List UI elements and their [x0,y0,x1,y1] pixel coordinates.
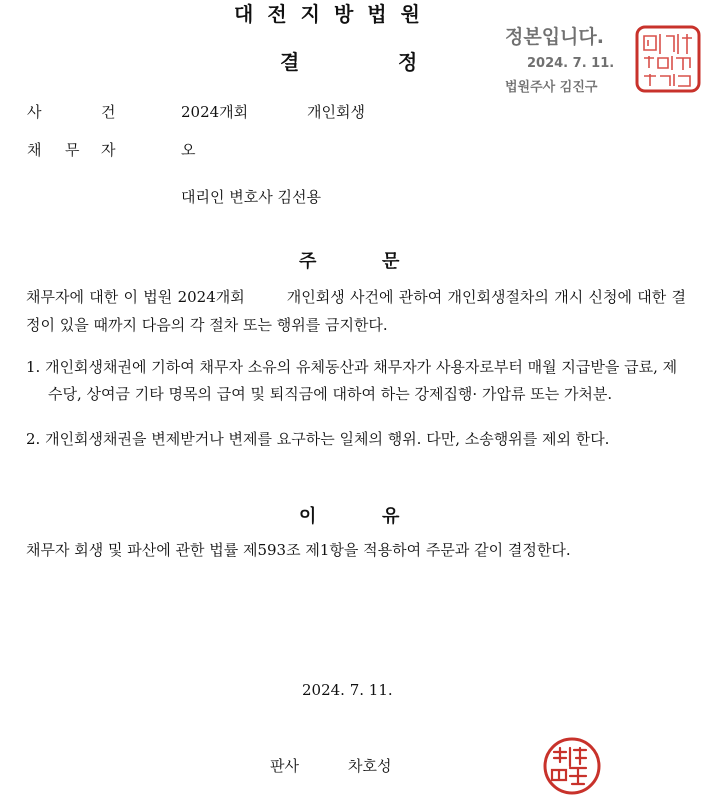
order-intro [26,283,686,339]
order-intro-part-2: 개인회생 사건에 관하여 개인회생절차의 개시 신청에 대한 결정이 있을 때까지 다음의 각 절차 또는 행위를 금지한다. [26,288,686,334]
case-label-1: 사 [27,103,42,121]
decision-date: 2024. 7. 11. [302,681,393,699]
certification-title: 정본입니다. [505,26,604,48]
judge-name: 차호성 [348,757,392,775]
order-heading-1: 주 [299,251,317,272]
certification-clerk: 법원주사 김진구 [505,80,598,95]
certification-date: 2024. 7. 11. [527,56,615,71]
document-type-char-2: 정 [398,50,418,74]
case-name: 개인회생 [307,103,365,121]
judge-seal [540,736,604,796]
document-type-char-1: 결 [280,50,300,74]
debtor-label-2: 무 [65,141,80,159]
reason-text: 채무자 회생 및 파산에 관한 법률 제593조 제1항을 적용하여 주문과 같이 결정한다. [26,541,571,559]
order-intro-part-1: 채무자에 대한 이 법원 2024개회 [26,288,245,306]
order-item-1: 1. 개인회생채권에 기하여 채무자 소유의 유체동산과 채무자가 사용자로부터 매월 지급받을 급료, 제수당, 상여금 기타 명목의 급여 및 퇴직금에 대하여 하는 강제집행· 가압류 또는 가처분. [26,358,678,403]
order-item-2: 2. 개인회생채권을 변제받거나 변제를 요구하는 일체의 행위. 다만, 소송행위를 제외 한다. [26,430,610,448]
clerk-seal [634,24,702,94]
case-label-2: 건 [101,103,116,121]
debtor-label-1: 채 [27,141,42,159]
agent-name: 대리인 변호사 김선용 [181,188,321,206]
judge-title: 판사 [270,757,299,775]
reason-heading-2: 유 [382,506,400,527]
reason-heading-1: 이 [299,506,317,527]
case-number: 2024개회 [181,103,249,121]
order-heading-2: 문 [382,251,400,272]
debtor-name: 오 [181,141,196,159]
debtor-label-3: 자 [101,141,116,159]
court-name: 대전지방법원 [234,2,434,26]
